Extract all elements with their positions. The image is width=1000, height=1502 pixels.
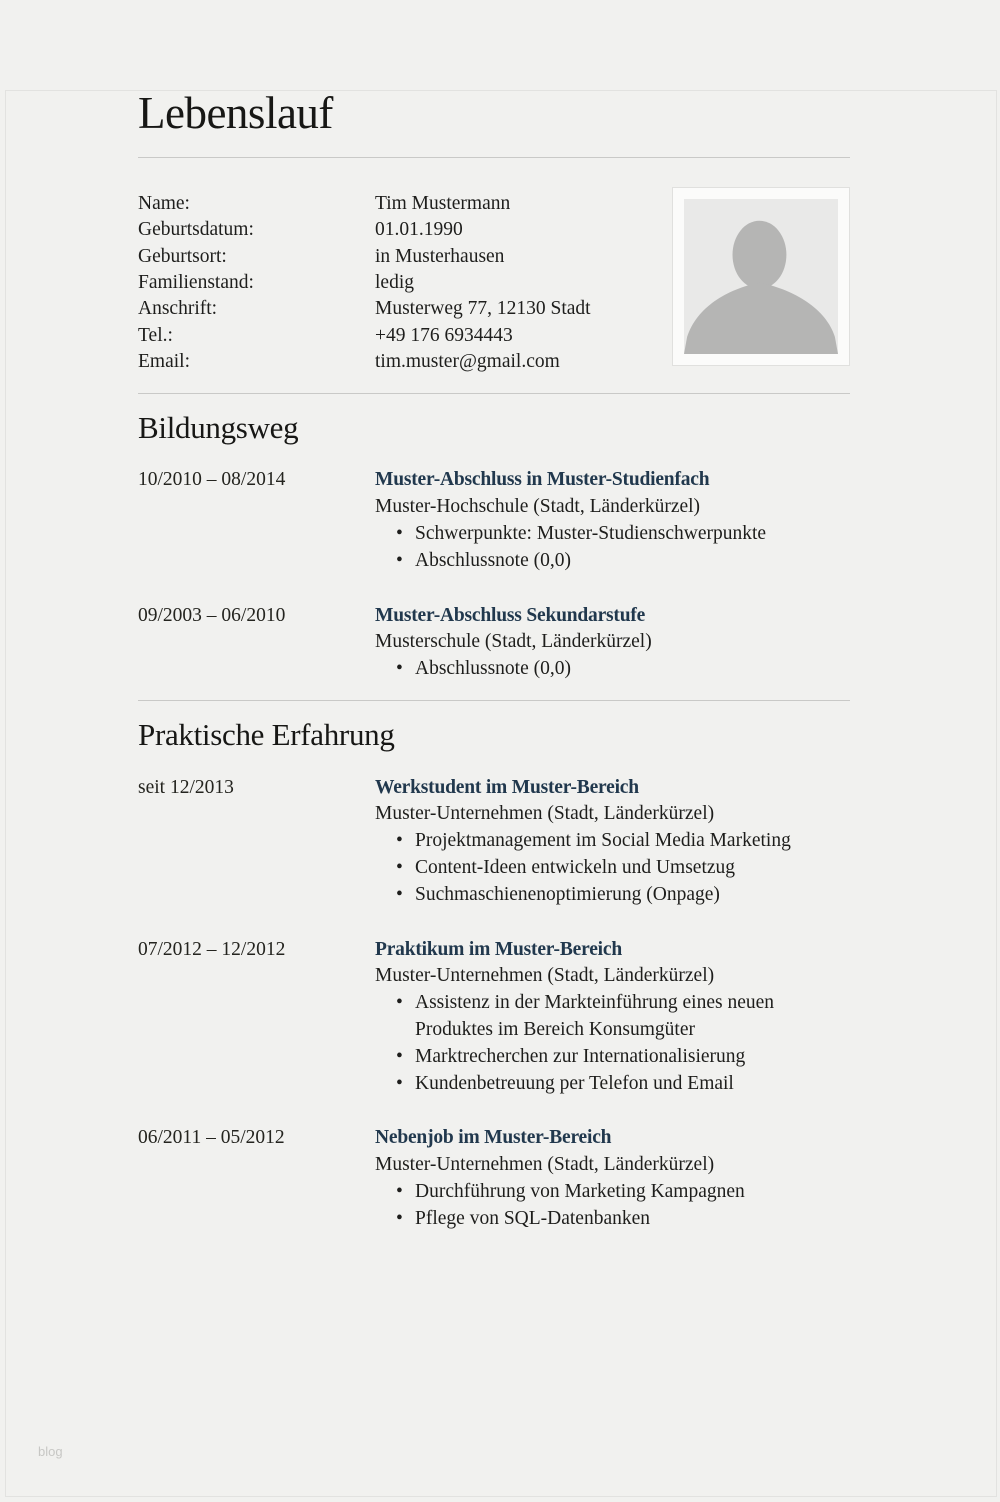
cv-entry xyxy=(138,467,850,574)
section-heading-experience: Praktische Erfahrung xyxy=(138,716,395,752)
bullet-item: • Suchmaschienenoptimierung (Onpage) xyxy=(375,882,850,909)
bullet-item: • Projektmanagement im Social Media Marketing xyxy=(375,828,850,855)
field-value-phone: +49 176 6934443 xyxy=(375,324,513,346)
entry-title: Werkstudent im Muster-Bereich xyxy=(375,776,639,798)
personal-info-row xyxy=(138,191,668,217)
experience-entries xyxy=(138,775,850,1233)
watermark-text: blog xyxy=(38,1444,63,1459)
field-value-name: Tim Mustermann xyxy=(375,192,511,214)
personal-info-row xyxy=(138,244,668,270)
field-label-name: Name: xyxy=(138,192,190,214)
divider-top xyxy=(138,157,850,158)
divider-experience xyxy=(138,700,850,701)
entry-title: Praktikum im Muster-Bereich xyxy=(375,938,622,960)
entry-subtitle: Musterschule (Stadt, Länderkürzel) xyxy=(375,631,652,653)
entry-body xyxy=(375,937,850,1098)
bullet-item: • Pflege von SQL-Datenbanken xyxy=(375,1206,850,1233)
bullet-item: • Assistenz in der Markteinführung eines neuen Produktes im Bereich Konsumgüter xyxy=(375,990,850,1044)
field-label-email: Email: xyxy=(138,351,190,373)
personal-info-section xyxy=(138,191,850,376)
entry-body xyxy=(375,467,850,574)
field-label-phone: Tel.: xyxy=(138,324,173,346)
cv-entry xyxy=(138,937,850,1098)
personal-info-row xyxy=(138,323,668,349)
entry-body xyxy=(375,775,850,909)
entry-title: Muster-Abschluss in Muster-Studienfach xyxy=(375,469,710,491)
entry-bullets xyxy=(375,656,850,683)
entry-body xyxy=(375,603,850,683)
section-experience xyxy=(138,716,850,1233)
field-value-email: tim.muster@gmail.com xyxy=(375,351,560,373)
entry-period: seit 12/2013 xyxy=(138,776,234,798)
personal-info-row xyxy=(138,349,668,375)
personal-info-table xyxy=(138,191,668,376)
bullet-item: • Abschlussnote (0,0) xyxy=(375,548,850,575)
personal-info-row xyxy=(138,217,668,243)
cv-entry xyxy=(138,1125,850,1232)
divider-education xyxy=(138,393,850,394)
personal-info-row xyxy=(138,270,668,296)
page-title: Lebenslauf xyxy=(138,88,333,138)
entry-period: 07/2012 – 12/2012 xyxy=(138,938,286,960)
entry-bullets xyxy=(375,521,850,575)
entry-bullets xyxy=(375,990,850,1097)
entry-period: 09/2003 – 06/2010 xyxy=(138,604,286,626)
entry-title: Muster-Abschluss Sekundarstufe xyxy=(375,604,646,626)
bullet-item: • Schwerpunkte: Muster-Studienschwerpunkte xyxy=(375,521,850,548)
entry-subtitle: Muster-Unternehmen (Stadt, Länderkürzel) xyxy=(375,803,715,825)
entry-subtitle: Muster-Unternehmen (Stadt, Länderkürzel) xyxy=(375,965,715,987)
section-heading-education: Bildungsweg xyxy=(138,409,299,445)
field-value-marital-status: ledig xyxy=(375,271,414,293)
entry-bullets xyxy=(375,828,850,908)
field-label-address: Anschrift: xyxy=(138,298,218,320)
entry-period: 06/2011 – 05/2012 xyxy=(138,1127,285,1149)
cv-entry xyxy=(138,603,850,683)
portrait-placeholder-image xyxy=(684,199,838,354)
entry-bullets xyxy=(375,1179,850,1233)
bullet-item: • Content-Ideen entwickeln und Umsetzug xyxy=(375,855,850,882)
bullet-item: • Abschlussnote (0,0) xyxy=(375,656,850,683)
field-label-marital-status: Familienstand: xyxy=(138,271,254,293)
section-education xyxy=(138,409,850,683)
entry-body xyxy=(375,1125,850,1232)
entry-title: Nebenjob im Muster-Bereich xyxy=(375,1127,612,1149)
field-label-birthplace: Geburtsort: xyxy=(138,245,227,267)
resume-page xyxy=(0,88,1000,1233)
field-value-birthdate: 01.01.1990 xyxy=(375,219,463,241)
field-label-birthdate: Geburtsdatum: xyxy=(138,219,254,241)
entry-subtitle: Muster-Hochschule (Stadt, Länderkürzel) xyxy=(375,496,701,518)
field-value-address: Musterweg 77, 12130 Stadt xyxy=(375,298,591,320)
education-entries xyxy=(138,467,850,683)
cv-entry xyxy=(138,775,850,909)
portrait-photo-frame xyxy=(672,187,850,366)
field-value-birthplace: in Musterhausen xyxy=(375,245,505,267)
bullet-item: • Marktrecherchen zur Internationalisierung xyxy=(375,1044,850,1071)
entry-subtitle: Muster-Unternehmen (Stadt, Länderkürzel) xyxy=(375,1154,715,1176)
personal-info-row xyxy=(138,296,668,322)
person-silhouette-icon xyxy=(684,199,838,354)
bullet-item: • Durchführung von Marketing Kampagnen xyxy=(375,1179,850,1206)
entry-period: 10/2010 – 08/2014 xyxy=(138,469,286,491)
bullet-item: • Kundenbetreuung per Telefon und Email xyxy=(375,1071,850,1098)
